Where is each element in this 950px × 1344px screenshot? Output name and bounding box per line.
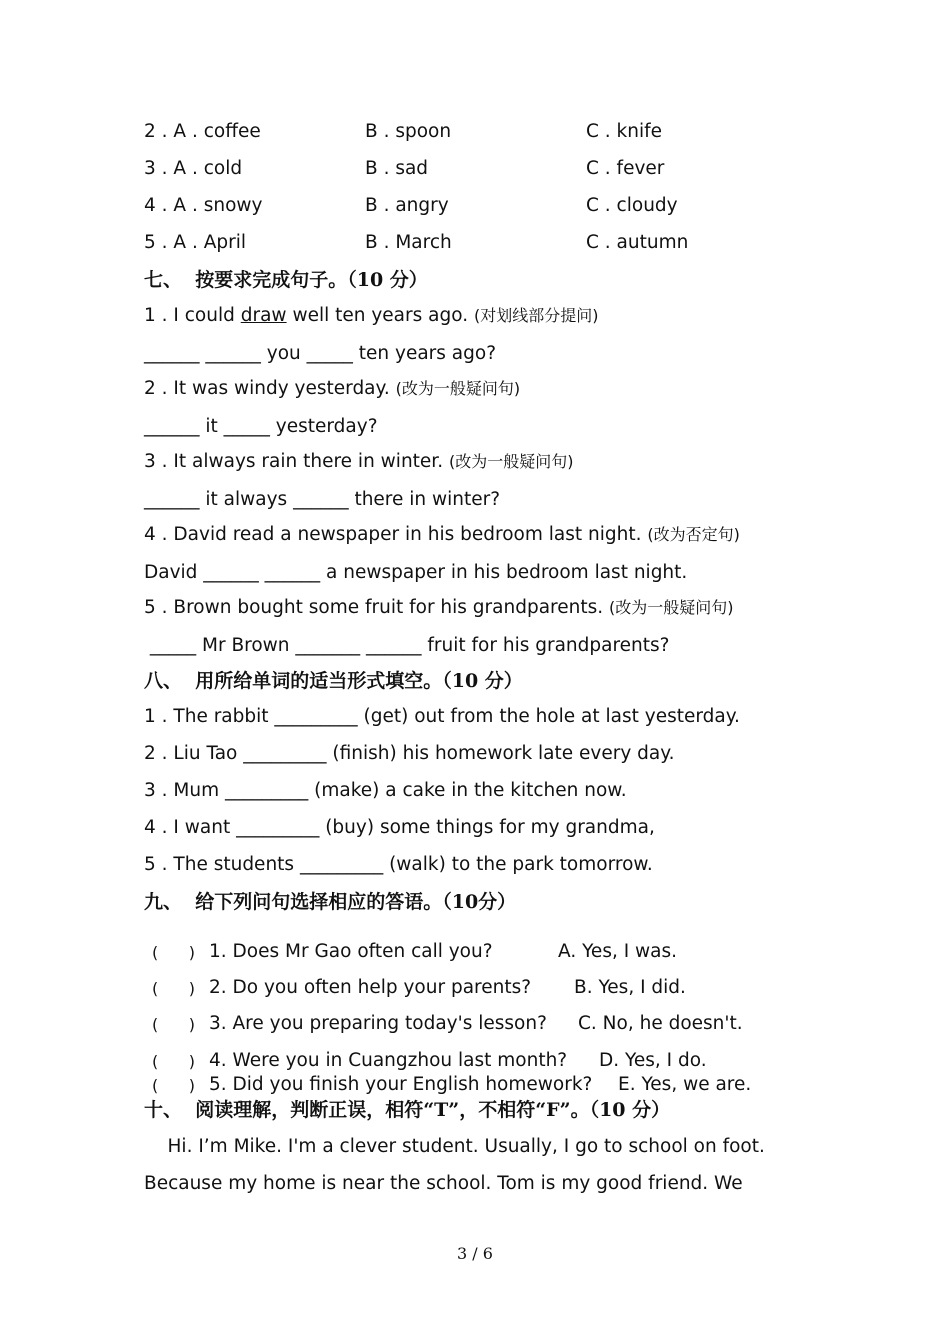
s9-answer: B. Yes, I did.: [574, 977, 686, 998]
s7-answer-2: ______ it _____ yesterday?: [144, 416, 378, 437]
s9-answer: E. Yes, we are.: [618, 1074, 752, 1095]
option-b: B . March: [365, 232, 452, 253]
underlined-word: draw: [240, 305, 287, 326]
option-a: 5 . A . April: [144, 232, 246, 253]
answer-bracket: ( ): [152, 1076, 195, 1095]
s7-question-3: 3 . It always rain there in winter. (改为一般疑问句): [144, 451, 574, 472]
option-a: 2 . A . coffee: [144, 121, 261, 142]
option-b: B . spoon: [365, 121, 452, 142]
s9-question: 2. Do you often help your parents?: [209, 977, 532, 998]
s8-item: 4 . I want _________ (buy) some things for my grandma,: [144, 817, 655, 838]
section-8-title: 八、 用所给单词的适当形式填空。（10 分）: [144, 670, 523, 692]
s7-answer-1: ______ ______ you _____ ten years ago?: [144, 343, 497, 364]
reading-passage-line: Because my home is near the school. Tom is my good friend. We: [144, 1173, 743, 1194]
reading-passage-line: Hi. I’m Mike. I'm a clever student. Usually, I go to school on foot.: [144, 1136, 765, 1157]
option-c: C . fever: [586, 158, 665, 179]
section-7-title: 七、 按要求完成句子。（10 分）: [144, 269, 428, 291]
option-b: B . angry: [365, 195, 449, 216]
option-b: B . sad: [365, 158, 429, 179]
s7-answer-3: ______ it always ______ there in winter?: [144, 489, 501, 510]
page-number: 3 / 6: [457, 1244, 493, 1263]
s8-item: 3 . Mum _________ (make) a cake in the kitchen now.: [144, 780, 627, 801]
s9-question: 5. Did you finish your English homework?: [209, 1074, 593, 1095]
answer-bracket: ( ): [152, 1052, 195, 1071]
answer-bracket: ( ): [152, 979, 195, 998]
s7-question-4: 4 . David read a newspaper in his bedroom last night. (改为否定句): [144, 524, 740, 545]
s7-answer-5: _____ Mr Brown _______ ______ fruit for his grandparents?: [144, 635, 670, 656]
option-a: 3 . A . cold: [144, 158, 243, 179]
answer-bracket: ( ): [152, 1015, 195, 1034]
s9-answer: D. Yes, I do.: [599, 1050, 707, 1071]
section-10-title: 十、 阅读理解，判断正误，相符“T”，不相符“F”。（10 分）: [144, 1099, 671, 1121]
s7-question-1: 1 . I could draw well ten years ago. (对划线部分提问): [144, 305, 599, 326]
option-c: C . autumn: [586, 232, 689, 253]
option-c: C . knife: [586, 121, 663, 142]
s8-item: 2 . Liu Tao _________ (finish) his homework late every day.: [144, 743, 675, 764]
s7-question-5: 5 . Brown bought some fruit for his grandparents. (改为一般疑问句): [144, 597, 734, 618]
section-9-title: 九、 给下列问句选择相应的答语。（10分）: [144, 891, 517, 913]
s8-item: 1 . The rabbit _________ (get) out from the hole at last yesterday.: [144, 706, 740, 727]
s7-answer-4: David ______ ______ a newspaper in his bedroom last night.: [144, 562, 688, 583]
s8-item: 5 . The students _________ (walk) to the park tomorrow.: [144, 854, 653, 875]
s9-question: 3. Are you preparing today's lesson?: [209, 1013, 547, 1034]
answer-bracket: ( ): [152, 943, 195, 962]
s7-question-2: 2 . It was windy yesterday. (改为一般疑问句): [144, 378, 521, 399]
s9-answer: A. Yes, I was.: [558, 941, 678, 962]
option-a: 4 . A . snowy: [144, 195, 263, 216]
s9-answer: C. No, he doesn't.: [578, 1013, 743, 1034]
s9-question: 4. Were you in Cuangzhou last month?: [209, 1050, 568, 1071]
option-c: C . cloudy: [586, 195, 678, 216]
s9-question: 1. Does Mr Gao often call you?: [209, 941, 493, 962]
